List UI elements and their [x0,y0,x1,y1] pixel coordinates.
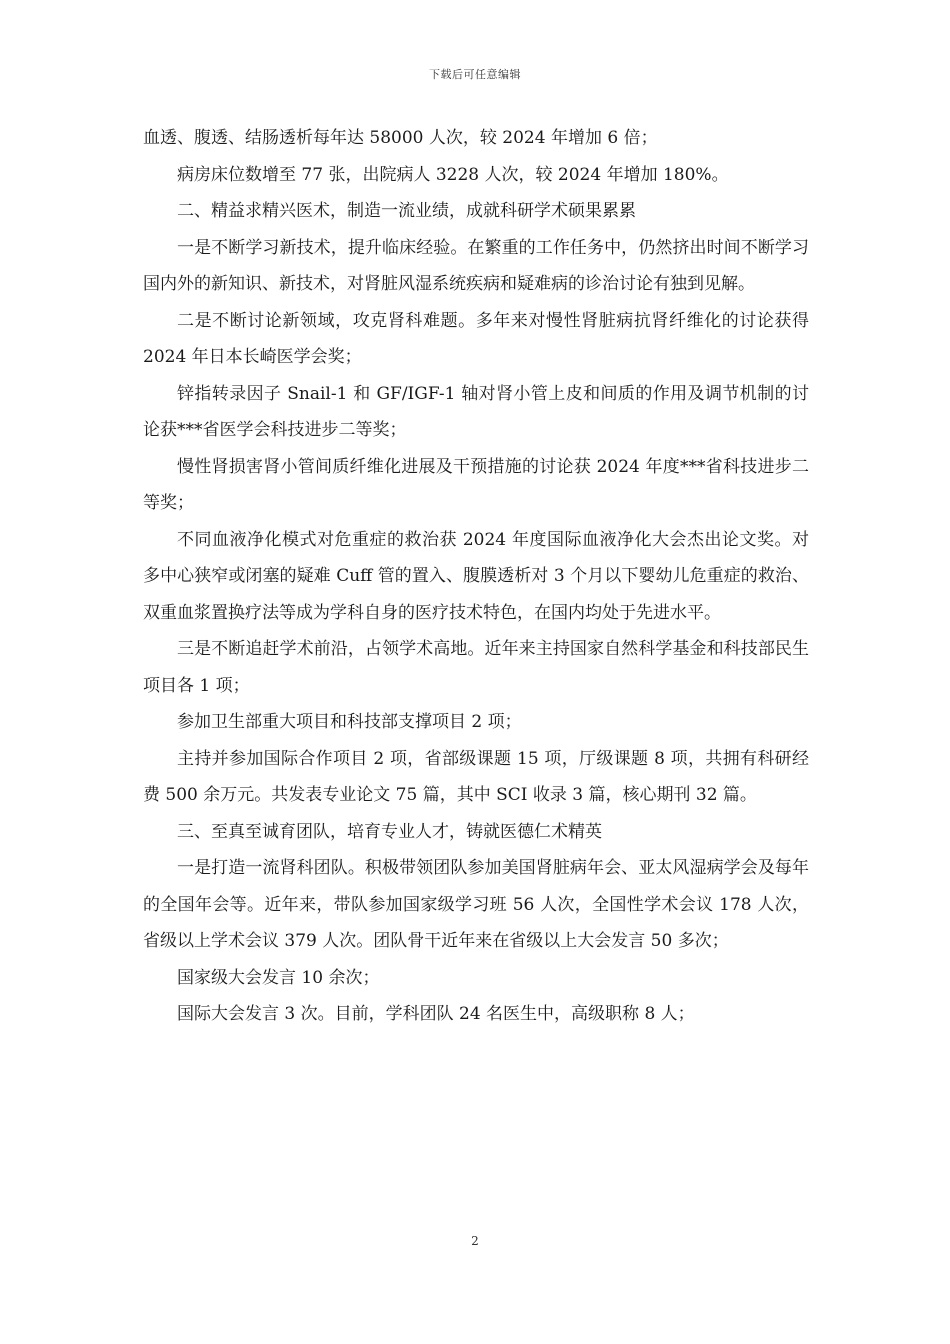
section-heading-3: 三、至真至诚育团队，培育专业人才，铸就医德仁术精英 [177,821,602,842]
paragraph-funding: 主持并参加国际合作项目 2 项，省部级课题 15 项，厅级课题 8 项，共拥有科研经费 500 余万元。共发表专业论文 75 篇，其中 SCI 收录 3 篇，核心期刊 32 篇。 [143,748,809,805]
paragraph-new-tech: 一是不断学习新技术，提升临床经验。在繁重的工作任务中，仍然挤出时间不断学习国内外的新知识、新技术，对肾脏风湿系统疾病和疑难病的诊治讨论有独到见解。 [143,237,809,294]
paragraph-frontier: 三是不断追赶学术前沿，占领学术高地。近年来主持国家自然科学基金和科技部民生项目各 1 项； [143,639,809,696]
paragraph-fibrosis: 慢性肾损害肾小管间质纤维化进展及干预措施的讨论获 2024 年度***省科技进步二等奖； [143,456,809,513]
paragraph-beds: 病房床位数增至 77 张，出院病人 3228 人次，较 2024 年增加 180%。 [177,164,729,185]
paragraph-dialysis: 血透、腹透、结肠透析每年达 58000 人次，较 2024 年增加 6 倍； [143,128,658,148]
section-heading-2: 二、精益求精兴医术，制造一流业绩，成就科研学术硕果累累 [177,201,636,221]
paragraph-projects: 参加卫生部重大项目和科技部支撑项目 2 项； [177,712,522,732]
paragraph-international-talks: 国际大会发言 3 次。目前，学科团队 24 名医生中，高级职称 8 人； [177,1004,695,1024]
paragraph-blood-purification: 不同血液净化模式对危重症的救治获 2024 年度国际血液净化大会杰出论文奖。对多中心狭窄或闭塞的疑难 Cuff 管的置入、腹膜透析对 3 个月以下婴幼儿危重症的救治、双重血浆置换疗法等成为学科自身的医疗技术特色，在国内均处于先进水平。 [143,529,809,623]
paragraph-national-talks: 国家级大会发言 10 余次； [177,967,380,988]
paragraph-snail: 锌指转录因子 Snail-1 和 GF/IGF-1 轴对肾小管上皮和间质的作用及调节机制的讨论获***省医学会科技进步二等奖； [143,383,809,440]
paragraph-team: 一是打造一流肾科团队。积极带领团队参加美国肾脏病年会、亚太风湿病学会及每年的全国年会等。近年来，带队参加国家级学习班 56 人次，全国性学术会议 178 人次，省级以上学术会议 379 人次。团队骨干近年来在省级以上大会发言 50 多次； [143,858,809,951]
document-body [143,120,809,1033]
page-number: 2 [471,1234,479,1248]
page-header: 下载后可任意编辑 [429,68,521,81]
paragraph-new-field: 二是不断讨论新领域，攻克肾科难题。多年来对慢性肾脏病抗肾纤维化的讨论获得 2024 年日本长崎医学会奖； [143,310,809,367]
